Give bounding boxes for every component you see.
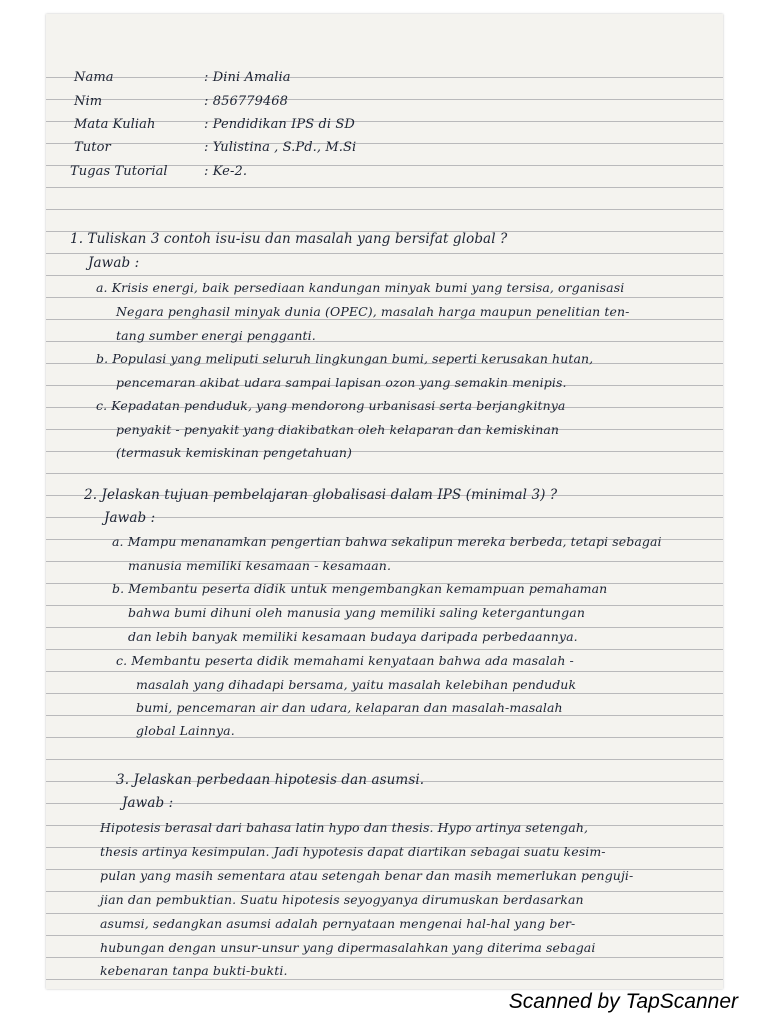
q2-answer-c-line-1: c. Membantu peserta didik memahami kenyataan bahwa ada masalah - (116, 653, 574, 668)
question-1-answer-label: Jawab : (88, 255, 140, 271)
q2-answer-b-line-2: bahwa bumi dihuni oleh manusia yang memiliki saling ketergantungan (128, 605, 585, 620)
question-2-text: 2. Jelaskan tujuan pembelajaran globalisasi dalam IPS (minimal 3) ? (84, 487, 558, 503)
header-value-mata-kuliah: : Pendidikan IPS di SD (204, 117, 355, 132)
q1-answer-c-line-2: penyakit - penyakit yang diakibatkan oleh kelaparan dan kemiskinan (116, 422, 560, 437)
header-value-tugas-tutorial: : Ke-2. (204, 164, 248, 179)
q1-answer-a-line-3: tang sumber energi pengganti. (116, 328, 316, 343)
q3-answer-line-3: pulan yang masih sementara atau setengah benar dan masih memerlukan penguji- (100, 868, 634, 883)
q1-answer-c-line-3: (termasuk kemiskinan pengetahuan) (116, 445, 353, 460)
header-label-nim: Nim (74, 94, 103, 109)
header-value-tutor: : Yulistina , S.Pd., M.Si (204, 140, 357, 155)
header-label-tutor: Tutor (74, 140, 111, 155)
q2-answer-c-line-4: global Lainnya. (136, 723, 235, 738)
question-3-text: 3. Jelaskan perbedaan hipotesis dan asumsi. (116, 772, 425, 788)
q1-answer-c-line-1: c. Kepadatan penduduk, yang mendorong urbanisasi serta berjangkitnya (96, 398, 566, 413)
q1-answer-a-line-1: a. Krisis energi, baik persediaan kandungan minyak bumi yang tersisa, organisasi (96, 280, 625, 295)
question-3-answer-label: Jawab : (122, 795, 174, 811)
q3-answer-line-7: kebenaran tanpa bukti-bukti. (100, 963, 288, 978)
lined-paper-sheet (46, 14, 723, 989)
q1-answer-b-line-2: pencemaran akibat udara sampai lapisan ozon yang semakin menipis. (116, 375, 567, 390)
q3-answer-line-4: jian dan pembuktian. Suatu hipotesis seyogyanya dirumuskan berdasarkan (100, 892, 584, 907)
question-2-answer-label: Jawab : (104, 510, 156, 526)
scanner-watermark: Scanned by TapScanner (508, 990, 738, 1013)
header-label-tugas-tutorial: Tugas Tutorial (70, 164, 168, 179)
header-value-nim: : 856779468 (204, 94, 289, 109)
header-label-mata-kuliah: Mata Kuliah (74, 117, 156, 132)
question-1-text: 1. Tuliskan 3 contoh isu-isu dan masalah yang bersifat global ? (70, 231, 508, 247)
q3-answer-line-5: asumsi, sedangkan asumsi adalah pernyataan mengenai hal-hal yang ber- (100, 916, 576, 931)
q2-answer-a-line-1: a. Mampu menanamkan pengertian bahwa sekalipun mereka berbeda, tetapi sebagai (112, 534, 662, 549)
q2-answer-b-line-1: b. Membantu peserta didik untuk mengembangkan kemampuan pemahaman (112, 581, 608, 596)
header-value-nama: : Dini Amalia (204, 70, 291, 85)
header-label-nama: Nama (74, 70, 114, 85)
q2-answer-c-line-3: bumi, pencemaran air dan udara, kelaparan dan masalah-masalah (136, 700, 563, 715)
q3-answer-line-1: Hipotesis berasal dari bahasa latin hypo dan thesis. Hypo artinya setengah, (100, 820, 589, 835)
q3-answer-line-6: hubungan dengan unsur-unsur yang dipermasalahkan yang diterima sebagai (100, 940, 596, 955)
q2-answer-c-line-2: masalah yang dihadapi bersama, yaitu masalah kelebihan penduduk (136, 677, 577, 692)
q2-answer-a-line-2: manusia memiliki kesamaan - kesamaan. (128, 558, 392, 573)
q1-answer-a-line-2: Negara penghasil minyak dunia (OPEC), masalah harga maupun penelitian ten- (116, 304, 630, 319)
q2-answer-b-line-3: dan lebih banyak memiliki kesamaan budaya daripada perbedaannya. (128, 629, 578, 644)
q1-answer-b-line-1: b. Populasi yang meliputi seluruh lingkungan bumi, seperti kerusakan hutan, (96, 351, 594, 366)
q3-answer-line-2: thesis artinya kesimpulan. Jadi hypotesis dapat diartikan sebagai suatu kesim- (100, 844, 606, 859)
